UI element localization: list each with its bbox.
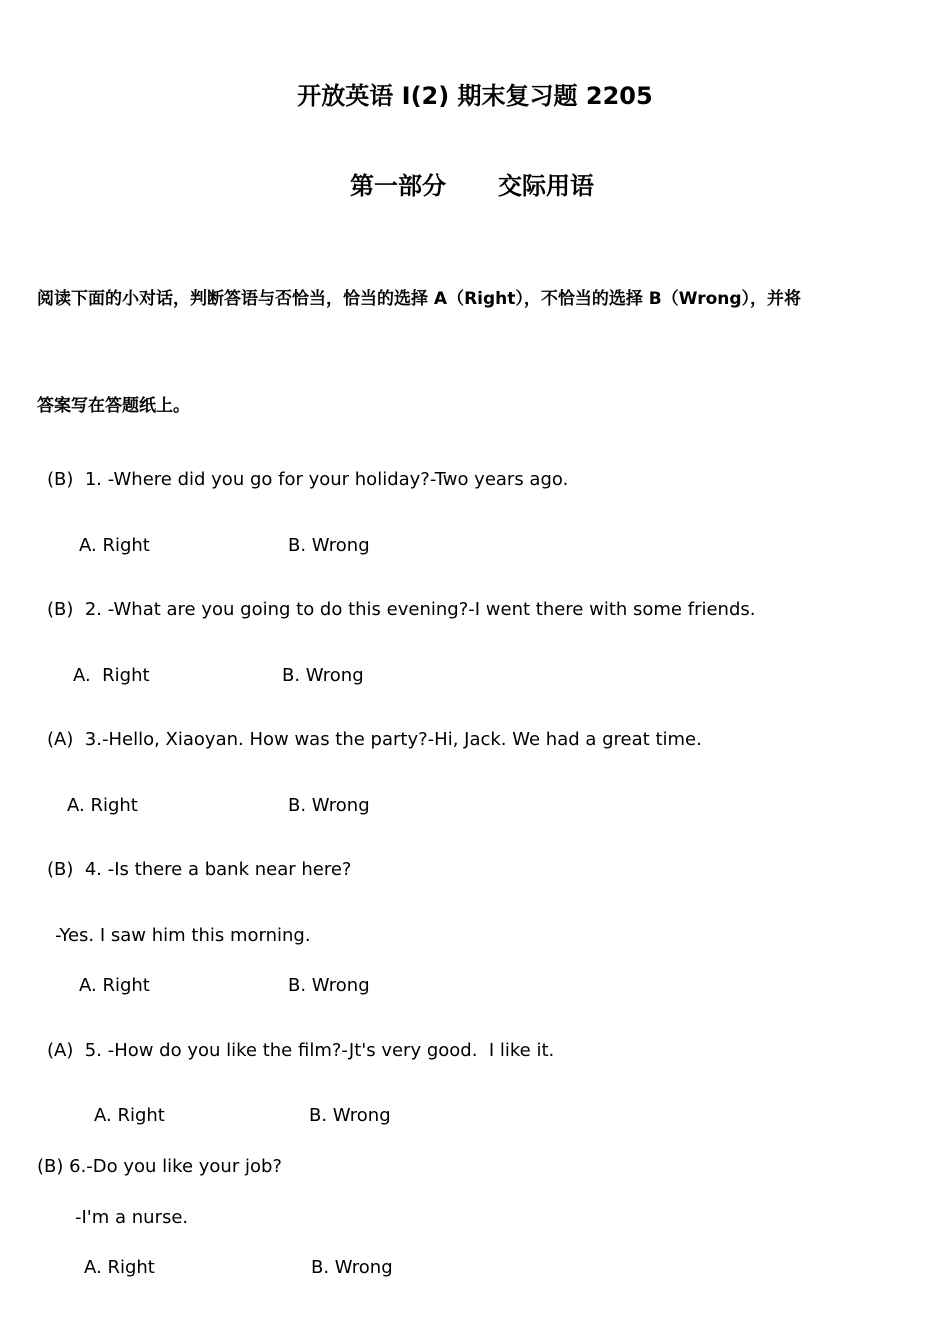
question-4-option-a: A. Right <box>79 975 150 996</box>
question-4-option-b: B. Wrong <box>288 975 370 996</box>
question-3-option-a: A. Right <box>67 795 138 816</box>
part-name: 交际用语 <box>498 172 594 200</box>
question-6-text: (B) 6.-Do you like your job? <box>37 1156 282 1177</box>
question-6-option-a: A. Right <box>84 1257 155 1278</box>
question-2-option-b: B. Wrong <box>282 665 364 686</box>
question-6-option-b: B. Wrong <box>311 1257 393 1278</box>
part-label: 第一部分 <box>350 172 446 200</box>
question-2-option-a: A. Right <box>73 665 150 686</box>
question-1-option-a: A. Right <box>79 535 150 556</box>
question-5-option-b: B. Wrong <box>309 1105 391 1126</box>
question-5-text: (A) 5. -How do you like the film?-Jt's very good. I like it. <box>47 1040 555 1061</box>
question-6-reply: -I'm a nurse. <box>75 1207 189 1228</box>
question-1-option-b: B. Wrong <box>288 535 370 556</box>
question-4-text: (B) 4. -Is there a bank near here? <box>47 859 352 880</box>
instruction-line-2: 答案写在答题纸上。 <box>37 396 190 416</box>
question-2-text: (B) 2. -What are you going to do this evening?-I went there with some friends. <box>47 599 756 620</box>
instruction-line-1: 阅读下面的小对话，判断答语与否恰当，恰当的选择 A（Right），不恰当的选择 B（Wrong），并将 <box>37 289 802 309</box>
question-4-reply: -Yes. I saw him this morning. <box>55 925 311 946</box>
question-5-option-a: A. Right <box>94 1105 165 1126</box>
question-3-text: (A) 3.-Hello, Xiaoyan. How was the party?-Hi, Jack. We had a great time. <box>47 729 702 750</box>
document-title: 开放英语 I(2) 期末复习题 2205 <box>297 82 653 110</box>
question-1-text: (B) 1. -Where did you go for your holiday?-Two years ago. <box>47 469 569 490</box>
question-3-option-b: B. Wrong <box>288 795 370 816</box>
